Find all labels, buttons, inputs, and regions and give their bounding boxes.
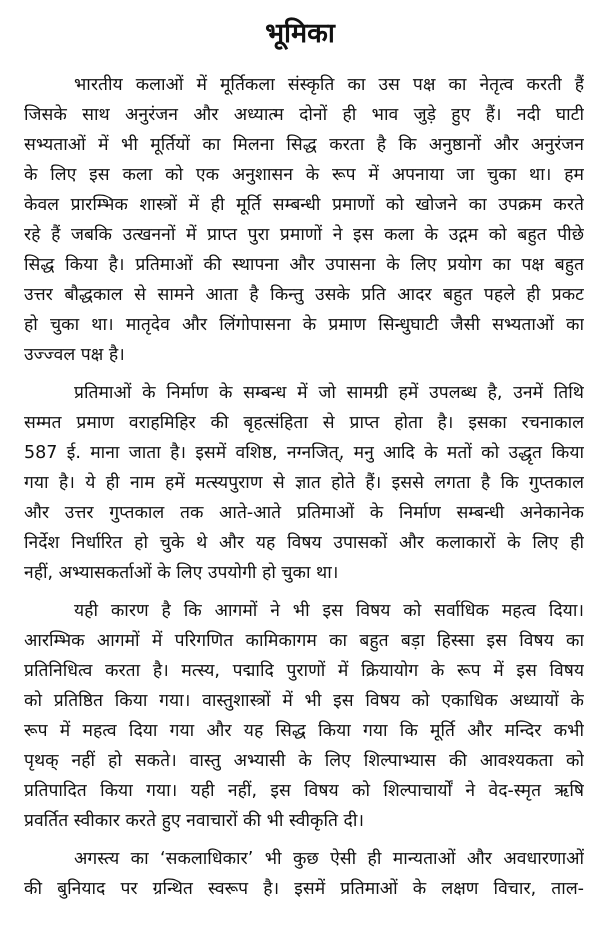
text-line: हो चुका था। मातृदेव और लिंगोपासना के प्रमाण सिन्धुघाटी जैसी सभ्यताओं का [24, 315, 584, 335]
text-line: सभ्यताओं में भी मूर्तियों का मिलना सिद्ध करता है कि अनुष्ठानों और अनुरंजन [24, 135, 584, 155]
text-line: रहे हैं जबकि उत्खननों में प्राप्त पुरा प्रमाणों ने इस कला के उद्गम को बहुत पीछे [24, 225, 584, 245]
text-line: रूप में महत्व दिया गया और यह सिद्ध किया गया कि मूर्ति और मन्दिर कभी [24, 721, 584, 741]
text-line: निर्देश निर्धारित हो चुके थे और यह विषय उपासकों और कलाकारों के लिए ही [24, 533, 584, 553]
text-line: प्रतिमाओं के निर्माण के सम्बन्ध में जो सामग्री हमें उपलब्ध है, उनमें तिथि [74, 383, 584, 403]
paragraph [24, 844, 584, 904]
text-line: यही कारण है कि आगमों ने भी इस विषय को सर्वाधिक महत्व दिया। [74, 601, 584, 621]
text-line: प्रतिपादित किया गया। यही नहीं, इस विषय को शिल्पाचार्यों ने वेद-स्मृत ऋषि [24, 781, 584, 801]
text-line: भारतीय कलाओं में मूर्तिकला संस्कृति का उस पक्ष का नेतृत्व करती हैं [74, 75, 584, 95]
text-line: सिद्ध किया है। प्रतिमाओं की स्थापना और उपासना के लिए प्रयोग का पक्ष बहुत [24, 255, 584, 275]
text-line: उज्ज्वल पक्ष है। [24, 345, 125, 365]
text-line: सम्मत प्रमाण वराहमिहिर की बृहत्संहिता से प्राप्त होता है। इसका रचनाकाल [24, 413, 584, 433]
paragraph [24, 70, 584, 370]
text-line: 587 ई. माना जाता है। इसमें वशिष्ठ, नग्नजित्, मनु आदि के मतों को उद्धृत किया [24, 443, 584, 463]
text-line: केवल प्रारम्भिक शास्त्रों में ही मूर्ति सम्बन्धी प्रमाणों को खोजने का उपक्रम करते [24, 195, 584, 215]
text-line: अगस्त्य का ‘सकलाधिकार’ भी कुछ ऐसी ही मान्यताओं और अवधारणाओं [74, 849, 584, 869]
page-title: भूमिका [265, 18, 335, 49]
text-line: प्रवर्तित स्वीकार करते हुए नवाचारों की भी स्वीकृति दी। [24, 811, 365, 831]
text-line: और उत्तर गुप्तकाल तक आते-आते प्रतिमाओं के निर्माण सम्बन्धी अनेकानेक [24, 503, 584, 523]
paragraph [24, 378, 584, 588]
text-line: नहीं, अभ्यासकर्ताओं के लिए उपयोगी हो चुका था। [24, 563, 339, 583]
text-line: के लिए इस कला को एक अनुशासन के रूप में अपनाया जा चुका था। हम [24, 165, 584, 185]
document-body [24, 70, 584, 912]
text-line: आरम्भिक आगमों में परिगणित कामिकागम का बहुत बड़ा हिस्सा इस विषय का [24, 631, 584, 651]
text-line: गया है। ये ही नाम हमें मत्स्यपुराण से ज्ञात होते हैं। इससे लगता है कि गुप्तकाल [24, 473, 584, 493]
text-line: प्रतिनिधित्व करता है। मत्स्य, पद्मादि पुराणों में क्रियायोग के रूप में इस विषय [24, 661, 584, 681]
text-line: की बुनियाद पर ग्रन्थित स्वरूप है। इसमें प्रतिमाओं के लक्षण विचार, ताल- [24, 879, 584, 899]
text-line: को प्रतिष्ठित किया गया। वास्तुशास्त्रों में भी इस विषय को एकाधिक अध्यायों के [24, 691, 584, 711]
text-line: जिसके साथ अनुरंजन और अध्यात्म दोनों ही भाव जुड़े हुए हैं। नदी घाटी [24, 105, 584, 125]
text-line: उत्तर बौद्धकाल से सामने आता है किन्तु उसके प्रति आदर बहुत पहले ही प्रकट [24, 285, 584, 305]
paragraph [24, 596, 584, 836]
text-line: पृथक् नहीं हो सकते। वास्तु अभ्यासी के लिए शिल्पाभ्यास की आवश्यकता को [24, 751, 584, 771]
